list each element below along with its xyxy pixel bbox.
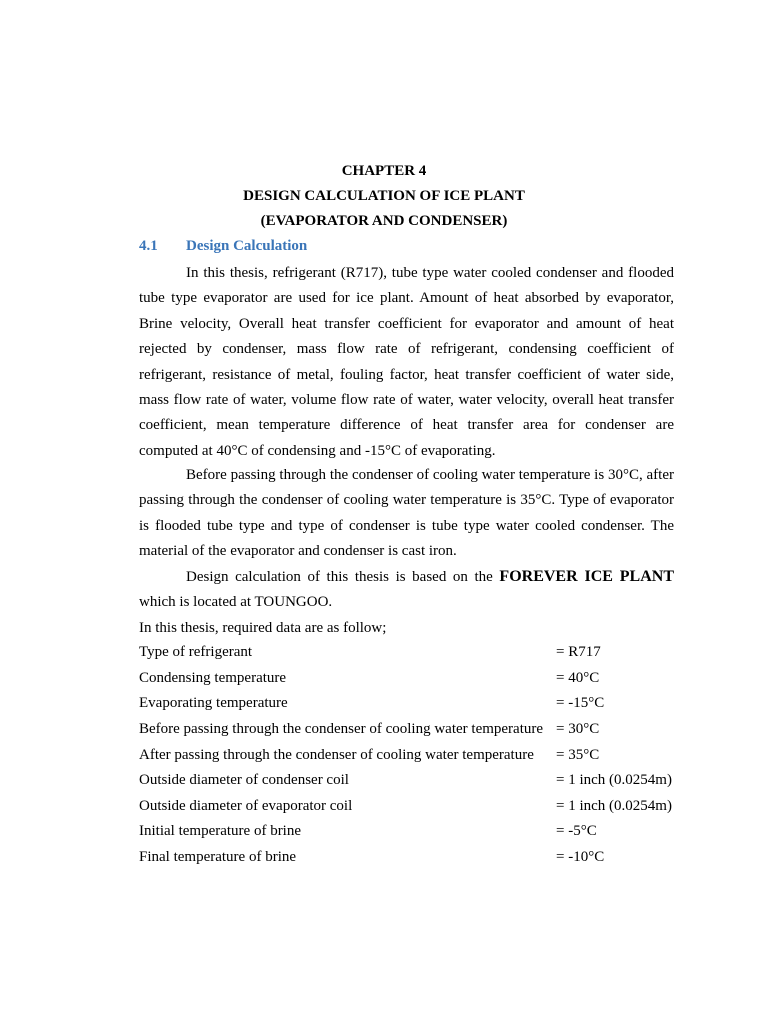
- data-value: = -15°C: [556, 695, 605, 712]
- chapter-number: CHAPTER 4: [341, 163, 427, 179]
- data-row: [139, 717, 684, 743]
- paragraph-plant-location: which is located at TOUNGOO.: [139, 594, 333, 611]
- data-row: [139, 640, 684, 666]
- data-value: = 30°C: [556, 721, 600, 738]
- section-heading: [139, 236, 307, 256]
- paragraph-data-intro: In this thesis, required data are as follow;: [139, 619, 387, 636]
- data-label: After passing through the condenser of cooling water temperature: [139, 746, 534, 763]
- section-title: Design Calculation: [186, 238, 308, 254]
- data-value: = R717: [556, 644, 601, 661]
- data-row: [139, 768, 684, 794]
- data-value: = 40°C: [556, 669, 600, 686]
- paragraph-plant-lead: Design calculation of this thesis is based on the: [186, 569, 493, 585]
- required-data-table: [139, 640, 684, 870]
- data-value: = -10°C: [556, 849, 605, 866]
- data-row: [139, 819, 684, 845]
- data-label: Outside diameter of condenser coil: [139, 772, 349, 789]
- chapter-title: DESIGN CALCULATION OF ICE PLANT: [243, 188, 525, 204]
- section-number: 4.1: [139, 238, 158, 254]
- data-value: = 1 inch (0.0254m): [556, 797, 672, 814]
- chapter-subtitle: (EVAPORATOR AND CONDENSER): [260, 213, 508, 229]
- data-row: [139, 666, 684, 692]
- data-row: [139, 691, 684, 717]
- data-row: [139, 845, 684, 871]
- data-row: [139, 742, 684, 768]
- data-value: = -5°C: [556, 823, 597, 840]
- data-label: Evaporating temperature: [139, 695, 288, 712]
- data-value: = 1 inch (0.0254m): [556, 772, 672, 789]
- data-label: Condensing temperature: [139, 669, 287, 686]
- data-label: Before passing through the condenser of cooling water temperature: [139, 721, 544, 738]
- data-label: Initial temperature of brine: [139, 823, 302, 840]
- plant-name: FOREVER ICE PLANT: [499, 568, 675, 585]
- data-label: Final temperature of brine: [139, 849, 297, 866]
- data-label: Type of refrigerant: [139, 644, 253, 661]
- paragraph-plant: [139, 564, 674, 641]
- paragraph-water-temperature: Before passing through the condenser of cooling water temperature is 30°C, after passing through the condenser of cooling water temperature is 35°C. Type of evaporator is flooded tube type and type of condenser is tube type water cooled condenser. The material of the evaporator and condenser is cast iron.: [139, 467, 674, 560]
- data-label: Outside diameter of evaporator coil: [139, 797, 353, 814]
- paragraph-scope: In this thesis, refrigerant (R717), tube type water cooled condenser and flooded tube type evaporator are used for ice plant. Amount of heat absorbed by evaporator, Brine velocity, Overall heat transfer coefficient for evaporator and amount of heat rejected by condenser, mass flow rate of refrigerant, condensing coefficient of refrigerant, resistance of metal, fouling factor, heat transfer coefficient of water side, mass flow rate of water, volume flow rate of water, water velocity, overall heat transfer coefficient, mean temperature difference of heat transfer area for condenser are computed at 40°C of condensing and -15°C of evaporating.: [139, 265, 674, 459]
- data-row: [139, 794, 684, 820]
- data-value: = 35°C: [556, 746, 600, 763]
